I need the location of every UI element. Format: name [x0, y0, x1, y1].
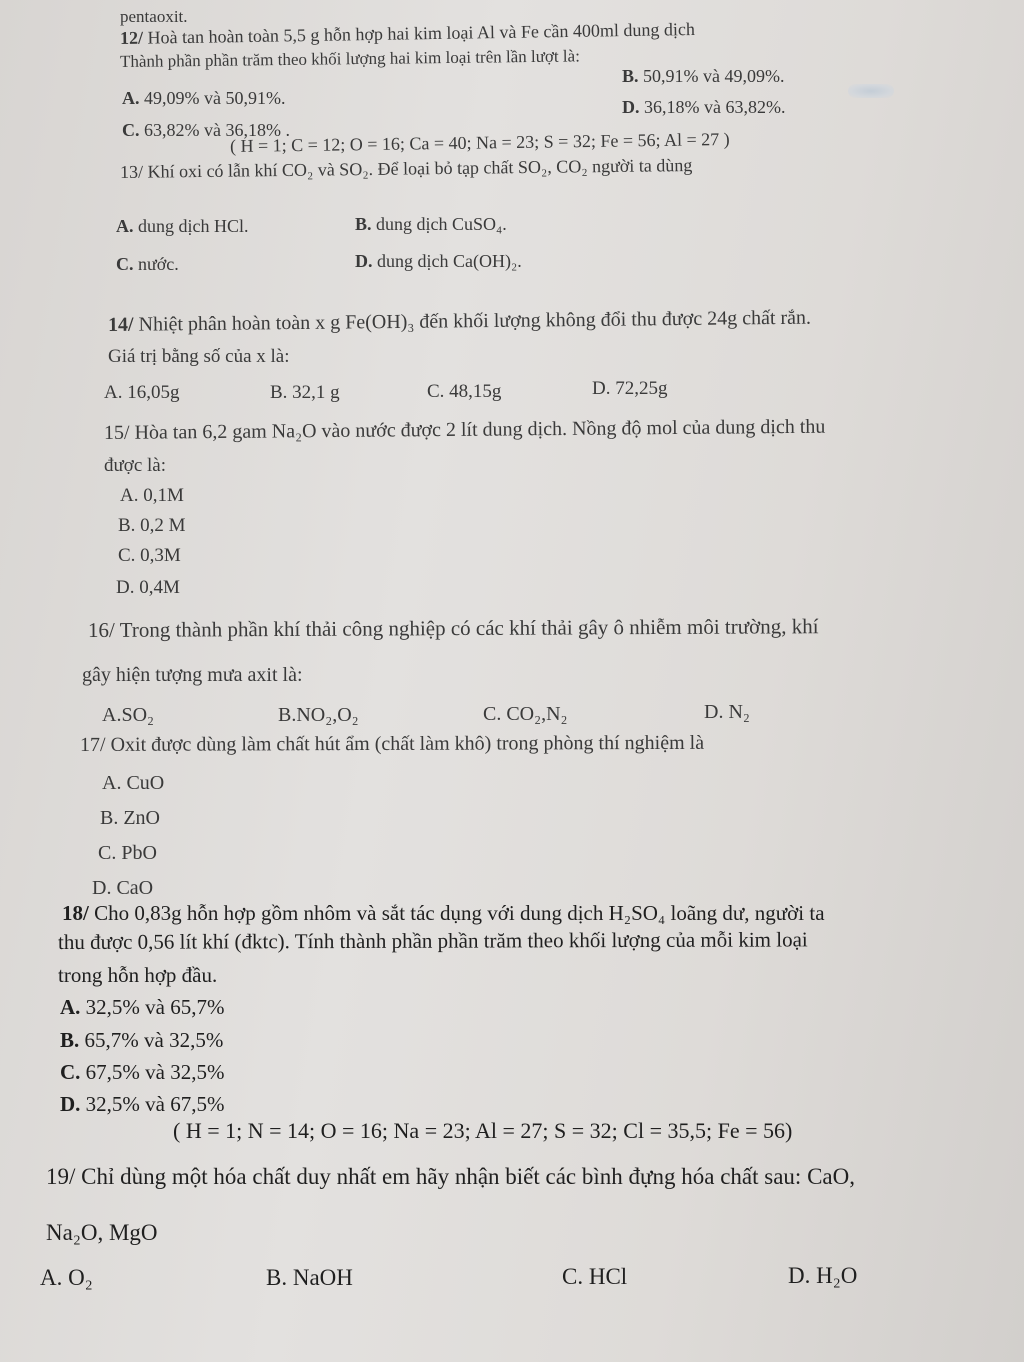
q16-option-a: A.SO₂	[102, 704, 154, 726]
q13-stem: 13/ Khí oxi có lẫn khí CO₂ và SO₂. Để loại bỏ tạp chất SO₂, CO₂ người ta dùng	[119, 155, 693, 182]
q16-line1: 16/ Trong thành phần khí thải công nghiệp có các khí thải gây ô nhiễm môi trường, khí	[87, 614, 819, 642]
q14-line2: Giá trị bằng số của x là:	[108, 346, 290, 367]
q12-option-b: B. 50,91% và 49,09%.	[622, 66, 785, 86]
q18-number: 18/	[62, 901, 89, 925]
q18-option-a: A. 32,5% và 65,7%	[60, 995, 225, 1019]
q12-text-1: Hoà tan hoàn toàn 5,5 g hỗn hợp hai kim loại Al và Fe cần 400ml dung dịch	[147, 18, 696, 48]
q19-option-d: D. H₂O	[788, 1263, 858, 1288]
q18-line2: thu được 0,56 lít khí (đktc). Tính thành phần phần trăm theo khối lượng của mỗi kim loại	[57, 927, 808, 954]
q12-atomic-masses: ( H = 1; C = 12; O = 16; Ca = 40; Na = 23; S = 32; Fe = 56; Al = 27 )	[229, 129, 730, 156]
q18-line1	[62, 903, 825, 924]
q17-stem: 17/ Oxit được dùng làm chất hút ẩm (chất làm khô) trong phòng thí nghiệm là	[79, 731, 705, 756]
q18-option-d: D. 32,5% và 67,5%	[60, 1092, 225, 1116]
q12-number: 12/	[119, 27, 144, 48]
q15-option-b: B. 0,2 M	[118, 515, 186, 536]
q16-option-b: B.NO₂,O₂	[278, 704, 359, 726]
q12-line1	[120, 20, 695, 47]
prev-fragment: pentaoxit.	[120, 7, 188, 26]
q15-line2: được là:	[104, 455, 167, 476]
q12-option-a: A. 49,09% và 50,91%.	[122, 88, 286, 108]
q15-option-a: A. 0,1M	[120, 485, 184, 506]
q14-option-a: A. 16,05g	[104, 382, 180, 403]
q14-number: 14/	[107, 313, 134, 336]
ink-stain	[848, 84, 894, 98]
q19-line1: 19/ Chỉ dùng một hóa chất duy nhất em hãy nhận biết các bình đựng hóa chất sau: CaO,	[46, 1164, 855, 1189]
q16-option-d: D. N₂	[704, 701, 750, 723]
q17-option-a: A. CuO	[102, 772, 165, 794]
q15-option-d: D. 0,4M	[116, 577, 180, 598]
q17-option-b: B. ZnO	[100, 807, 160, 829]
q17-option-d: D. CaO	[92, 877, 154, 899]
q16-line2: gây hiện tượng mưa axit là:	[82, 664, 303, 686]
q18-option-c: C. 67,5% và 32,5%	[60, 1060, 225, 1084]
q13-option-a: A. dung dịch HCl.	[116, 216, 249, 236]
q12-line2: Thành phần phần trăm theo khối lượng hai kim loại trên lần lượt là:	[119, 46, 580, 71]
q17-option-c: C. PbO	[98, 842, 157, 864]
q19-line2: Na₂O, MgO	[46, 1220, 158, 1245]
q19-option-b: B. NaOH	[266, 1265, 353, 1290]
q16-option-c: C. CO₂,N₂	[483, 703, 568, 725]
q12-option-c: C. 63,82% và 36,18% .	[122, 120, 290, 140]
q14-option-c: C. 48,15g	[427, 381, 502, 402]
q13-option-b: B. dung dịch CuSO₄.	[355, 214, 507, 234]
q19-option-a: A. O₂	[40, 1265, 93, 1290]
q18-atomic-masses: ( H = 1; N = 14; O = 16; Na = 23; Al = 27; S = 32; Cl = 35,5; Fe = 56)	[173, 1118, 793, 1143]
q14-option-b: B. 32,1 g	[270, 382, 340, 403]
q14-line1	[108, 308, 811, 335]
q14-option-d: D. 72,25g	[592, 378, 668, 399]
q15-line1: 15/ Hòa tan 6,2 gam Na₂O vào nước được 2 lít dung dịch. Nồng độ mol của dung dịch thu	[103, 415, 826, 444]
q18-text-1: Cho 0,83g hỗn hợp gồm nhôm và sắt tác dụng với dung dịch H₂SO₄ loãng dư, người ta	[94, 901, 825, 925]
q13-option-d: D. dung dịch Ca(OH)₂.	[355, 251, 522, 271]
q13-option-c: C. nước.	[116, 254, 179, 274]
q19-option-c: C. HCl	[562, 1264, 628, 1289]
q15-option-c: C. 0,3M	[118, 545, 181, 566]
q18-option-b: B. 65,7% và 32,5%	[60, 1028, 224, 1052]
q14-text-1: Nhiệt phân hoàn toàn x g Fe(OH)₃ đến khối lượng không đổi thu được 24g chất rắn.	[138, 306, 812, 336]
q12-option-d: D. 36,18% và 63,82%.	[622, 97, 786, 117]
q18-line3: trong hỗn hợp đầu.	[58, 963, 218, 987]
